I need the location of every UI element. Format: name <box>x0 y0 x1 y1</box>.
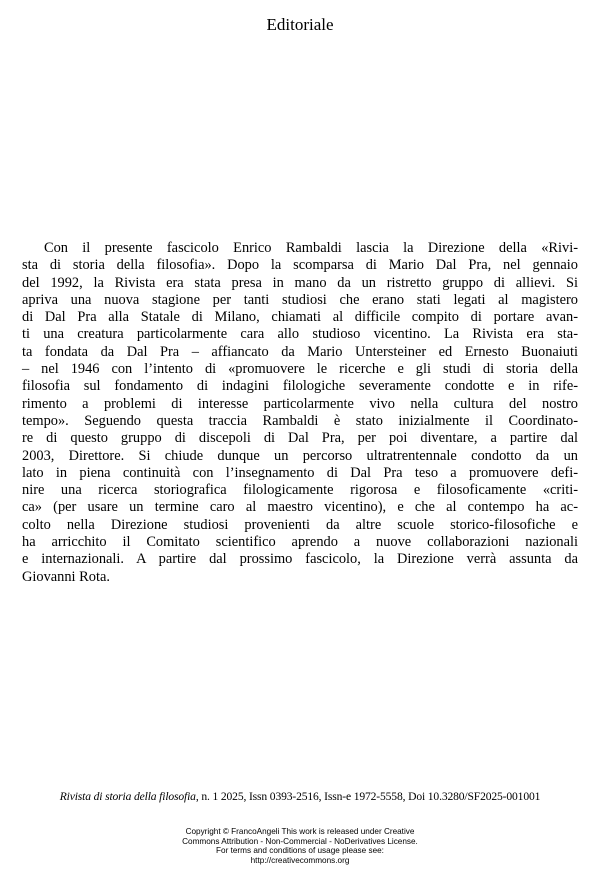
body-line: re di questo gruppo di discepoli di Dal Pra, per poi diventare, a partire dal <box>22 430 578 447</box>
license-url: http://creativecommons.org <box>250 855 350 865</box>
body-line: del 1992, la Rivista era stata presa in mano da un ristretto gruppo di allievi. Si <box>22 274 578 291</box>
body-line: apriva una nuova stagione per tanti studiosi che erano stati legati al magistero <box>22 291 578 308</box>
body-line: Giovanni Rota. <box>22 568 110 585</box>
body-line: – nel 1946 con l’intento di «promuovere le ricerche e gli studi di storia della <box>22 361 578 378</box>
body-line: ca» (per usare un termine caro al maestro vicentino), e che al contempo ha ac- <box>22 499 578 516</box>
body-line: nire una ricerca storiografica filologicamente rigorosa e filosoficamente «criti- <box>22 482 578 499</box>
journal-citation <box>0 790 600 804</box>
body-line: ti una creatura particolarmente cara allo studioso vicentino. La Rivista era sta- <box>22 326 578 343</box>
body-line: filosofia sul fondamento di indagini filologiche severamente condotte e in rife- <box>22 378 578 395</box>
license-notice <box>0 827 600 865</box>
body-line: di Dal Pra alla Statale di Milano, chiamati al difficile compito di portare avan- <box>22 309 578 326</box>
body-line: lato in piena continuità con l’insegnamento di Dal Pra teso a promuovere defi- <box>22 464 578 481</box>
body-line: rimento a problemi di interesse particolarmente vivo nella cultura del nostro <box>22 395 578 412</box>
citation-details: , n. 1 2025, Issn 0393-2516, Issn-e 1972-5558, Doi 10.3280/SF2025-001001 <box>195 790 541 803</box>
body-line: tempo». Seguendo questa traccia Rambaldi è stato inizialmente il Coordinato- <box>22 412 578 429</box>
body-line: colto nella Direzione studiosi provenienti da altre scuole storico-filosofiche e <box>22 516 578 533</box>
license-line: Copyright © FrancoAngeli This work is released under Creative <box>185 827 415 836</box>
editorial-body <box>22 240 578 586</box>
license-line: For terms and conditions of usage please see: <box>216 846 384 856</box>
body-line: ha arricchito il Comitato scientifico aprendo a nuove collaborazioni nazionali <box>22 534 578 551</box>
journal-name: Rivista di storia della filosofia <box>59 790 196 803</box>
body-line: Con il presente fascicolo Enrico Rambaldi lascia la Direzione della «Rivi- <box>44 240 578 256</box>
body-line: e internazionali. A partire dal prossimo fascicolo, la Direzione verrà assunta da <box>22 551 578 568</box>
body-line: sta di storia della filosofia». Dopo la scomparsa di Mario Dal Pra, nel gennaio <box>22 257 578 274</box>
body-line: 2003, Direttore. Si chiude dunque un percorso ultratrentennale condotto da un <box>22 447 578 464</box>
license-line: Commons Attribution - Non-Commercial - NoDerivatives License. <box>182 836 418 846</box>
body-line: ta fondata da Dal Pra – affiancato da Mario Untersteiner ed Ernesto Buonaiuti <box>22 343 578 360</box>
page-title: Editoriale <box>266 15 334 34</box>
